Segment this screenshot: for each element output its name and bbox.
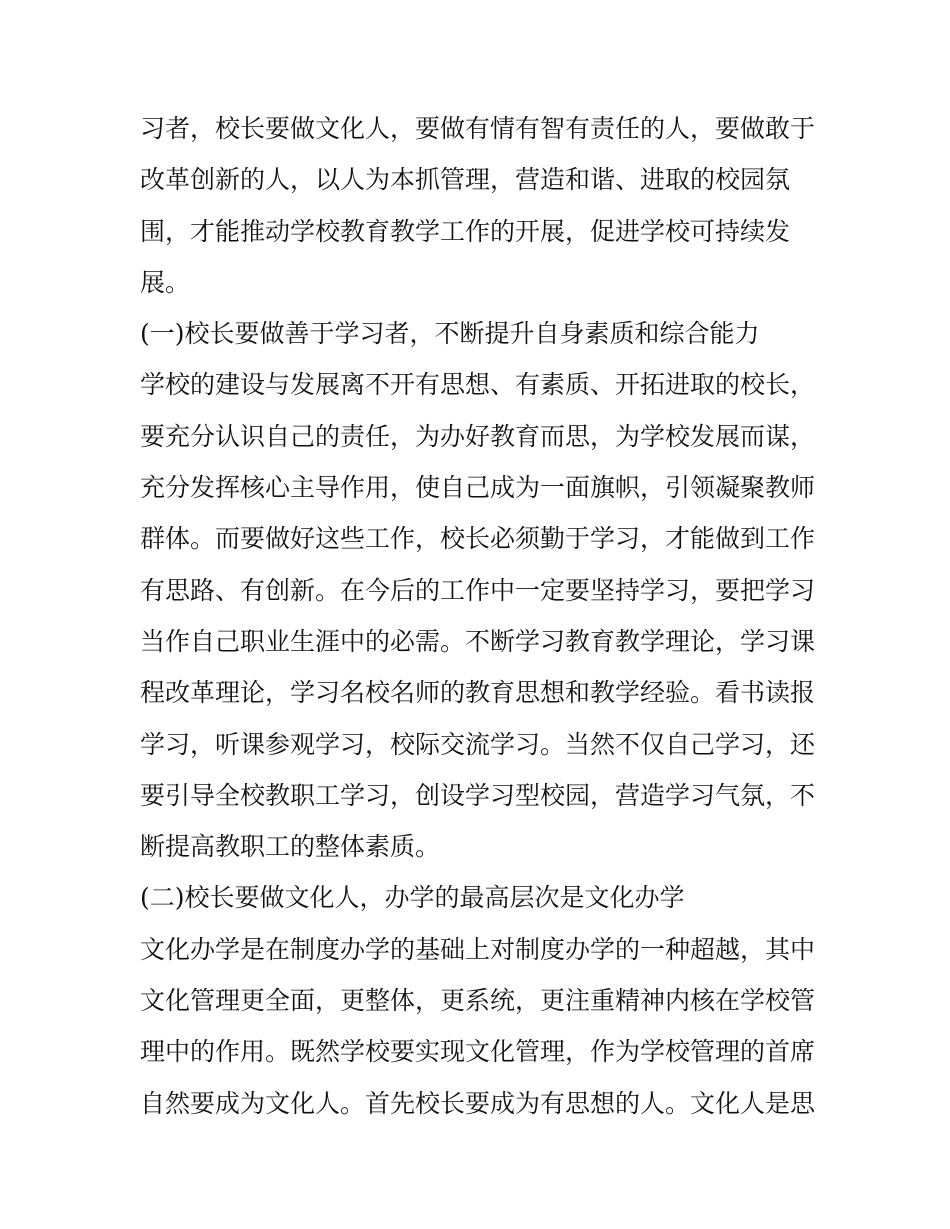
text-line: 群体。而要做好这些工作，校长必须勤于学习，才能做到工作 — [140, 524, 816, 554]
text-line: 文化管理更全面，更整体，更系统，更注重精神内核在学校管 — [140, 986, 816, 1016]
text-line: 程改革理论，学习名校名师的教育思想和教学经验。看书读报 — [140, 678, 816, 708]
text-line: 展。 — [140, 267, 191, 297]
text-line: 学校的建设与发展离不开有思想、有素质、开拓进取的校长， — [140, 370, 816, 400]
text-line: 学习，听课参观学习，校际交流学习。当然不仅自己学习，还 — [140, 729, 816, 759]
text-line: 当作自己职业生涯中的必需。不断学习教育教学理论，学习课 — [140, 626, 816, 656]
text-line: 断提高教职工的整体素质。 — [140, 832, 441, 862]
text-line: 围，才能推动学校教育教学工作的开展，促进学校可持续发 — [140, 216, 791, 246]
text-line: 文化办学是在制度办学的基础上对制度办学的一种超越，其中 — [140, 934, 816, 964]
text-line: 有思路、有创新。在今后的工作中一定要坚持学习，要把学习 — [140, 575, 816, 605]
text-line: 改革创新的人，以人为本抓管理，营造和谐、进取的校园氛 — [140, 165, 791, 195]
text-line: 自然要成为文化人。首先校长要成为有思想的人。文化人是思 — [140, 1088, 816, 1118]
text-line: 习者，校长要做文化人，要做有情有智有责任的人，要做敢于 — [140, 114, 816, 143]
text-line: 要充分认识自己的责任，为办好教育而思，为学校发展而谋， — [140, 421, 816, 451]
text-line: 充分发挥核心主导作用，使自己成为一面旗帜，引领凝聚教师 — [140, 473, 816, 503]
body-text — [140, 103, 820, 1129]
section-heading: (一)校长要做善于学习者，不断提升自身素质和综合能力 — [140, 319, 760, 349]
text-line: 要引导全校教职工学习，创设学习型校园，营造学习气氛，不 — [140, 780, 816, 810]
text-line: 理中的作用。既然学校要实现文化管理，作为学校管理的首席 — [140, 1037, 816, 1067]
section-heading: (二)校长要做文化人，办学的最高层次是文化办学 — [140, 883, 685, 913]
